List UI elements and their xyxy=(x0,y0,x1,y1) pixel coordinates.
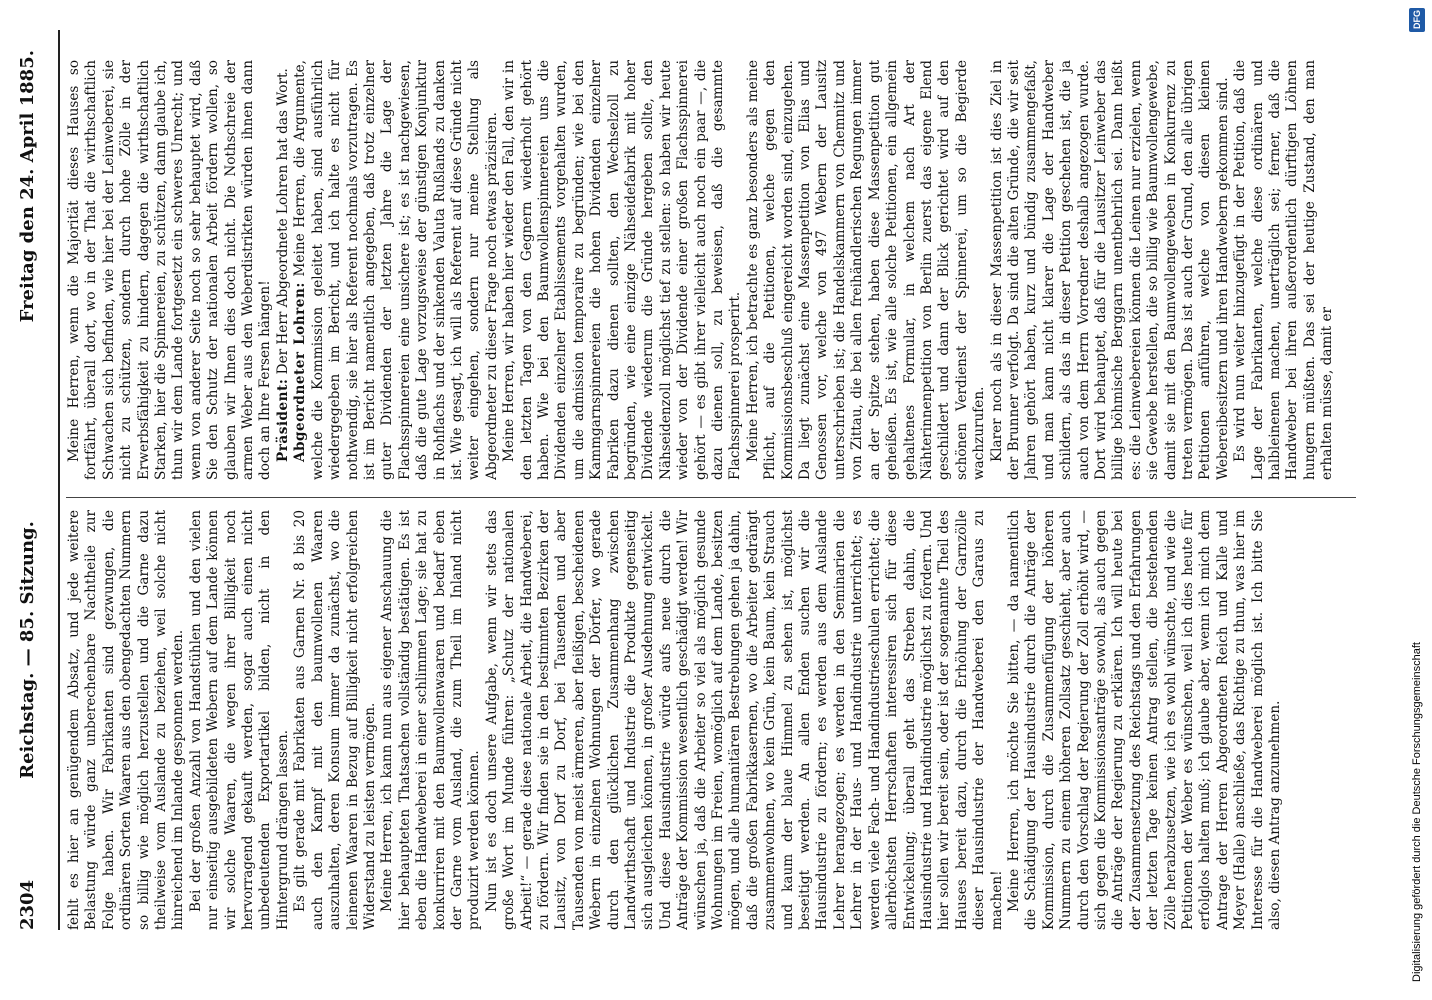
header-rule xyxy=(58,30,60,930)
paragraph: Es gilt gerade mit Fabrikaten aus Garnen Nr. 8 bis 20 auch den Kampf mit den baumwollenen Waaren auszuhalten, deren Konsum immer da zunächst, wo die leinenen Waaren in Bezug auf Billigkeit nicht erfolgreichen Widerstand zu leisten vermögen. xyxy=(292,510,378,930)
page-header xyxy=(0,30,54,930)
president-label: Präsident: xyxy=(274,378,291,462)
speaker-text: Meine Herren, die Argumente, welche die Kommission geleitet haben, sind ausführlich wiedergegeben im Bericht, und ich halte es nicht für nothwendig, sie hier als Referent nochmals vorzutragen. Es ist im Bericht namentlich angegeben, daß trotz einzelner guter Dividenden der letzten Jahre die Lage der Flachsspinnereien eine unsichere ist; es ist nachgewiesen, daß die gute Lage vorzugsweise der günstigen Konjunktur in Rohflachs und der sinkenden Valuta Rußlands zu danken ist. Wie gesagt, ich will als Referent auf diese Gründe nicht weiter eingehen, sondern nur meine Stellung als Abgeordneter zu dieser Frage noch etwas präzisiren. xyxy=(292,60,500,480)
page-number: 2304 xyxy=(16,879,38,930)
session-title: Reichstag. — 85. Sitzung. xyxy=(16,521,38,779)
funding-sidebar xyxy=(1406,0,1428,1000)
paragraph: Nun ist es doch unsere Aufgabe, wenn wir stets das große Wort im Munde führen: „Schutz der nationalen Arbeit!“ — gerade diese nationale Arbeit, die Handweberei, zu fördern. Wir finden sie in den bestimmten Bezirken der Lausitz, von Dorf zu Dorf, bei Tausenden und aber Tausenden von meist ärmeren, aber fleißigen, bescheidenen Webern in einzelnen Wohnungen der Dörfer, wo gerade durch den glücklichen Zusammenhang zwischen Landwirthschaft und Industrie die Produkte gegenseitig sich ausgleichen können, in großer Ausdehnung entwickelt. Und diese Hausindustrie würde aufs neue durch die Anträge der Kommission wesentlich geschädigt werden! Wir wünschen ja, daß die Arbeiter so viel als möglich gesunde Wohnungen im Freien, womöglich auf dem Lande, besitzen mögen, und alle humanitären Bestrebungen gehen ja dahin, daß die großen Fabrikkasernen, wo die Arbeiter gedrängt zusammenwohnen, wo kein Grün, kein Baum, kein Strauch und kaum der blaue Himmel zu sehen ist, möglichst beseitigt werden. An allen Enden suchen wir die Hausindustrie zu fördern; es werden aus dem Auslande Lehrer herangezogen; es werden in den Seminarien die Lehrer in der Haus- und Handindustrie unterrichtet; es werden viele Fach- und Handindustrieschulen errichtet; die allerhöchsten Herrschaften interessiren sich für diese Entwickelung; überall geht das Streben dahin, die Hausindustrie und Handindustrie möglichst zu fördern. Und hier sollen wir bereit sein, oder ist der sogenannte Theil des Hauses bereit dazu, durch die Erhöhung der Garnzölle dieser Hausindustrie der Handweberei den Garaus zu machen! xyxy=(483,510,1005,930)
dfg-logo-text: DFG xyxy=(1412,10,1422,30)
paragraph: Klarer noch als in dieser Massenpetition ist dies Ziel in der Brunner verfolgt. Da sind die alten Gründe, die wir seit Jahren gehört haben, kurz und bündig zusammengefaßt, und man kann nicht klarer die Lage der Handweber schildern, als das in dieser Petition geschehen ist, die ja auch von dem Herrn Vorredner deshalb angezogen wurde. Dort wird behauptet, daß für die Lausitzer Leinweber das billige böhmische Berggarn unentbehrlich sei. Dann heißt es: die Leinwebereien können die Leinen nur erzielen, wenn sie Gewebe herstellen, die so billig wie Baumwollengewebe, damit sie mit den Baumwollengeweben in Konkurrenz zu treten vermögen. Das ist auch der Grund, den alle übrigen Petitionen anführen, welche von diesen kleinen Webereibesitzern und ihren Handwebern gekommen sind. xyxy=(988,60,1231,480)
paragraph: Meine Herren, ich möchte Sie bitten, — da namentlich die Schädigung der Hausindustrie durch die Anträge der Kommission, durch die Zusammenfügung der höheren Nummern zu einem höheren Zollsatz geschieht, aber auch durch den Vorschlag der Regierung der Zoll erhöht wird, — sich gegen die Kommissionsanträge sowohl, als auch gegen die Anträge der Regierung zu erklären. Ich will heute bei der Zusammensetzung des Reichstags und den Erfahrungen der letzten Tage keinen Antrag stellen, die bestehenden Zölle herabzusetzen, wie ich es wohl wünschte, und wie die Petitionen der Weber es wünschen, weil ich dies heute für erfolglos halten muß; ich glaube aber, wenn ich mich dem Antrage der Herren Abgeordneten Reich und Kalle und Meyer (Halle) anschließe, das Richtige zu thun, was hier im Interesse für die Handweberei möglich ist. Ich bitte Sie also, diesen Antrag anzunehmen. xyxy=(1005,510,1284,930)
session-date: Freitag den 24. April 1885. xyxy=(16,50,38,323)
funding-notice: Digitalisierung gefördert durch die Deutsche Forschungsgemeinschaft xyxy=(1411,642,1423,982)
column-divider xyxy=(66,497,1356,498)
right-column xyxy=(66,60,1356,480)
president-text: Der Herr Abgeordnete Lohren hat das Wort. xyxy=(274,68,291,375)
president-remark xyxy=(275,60,292,480)
speaker-label: Abgeordneter Lohren: xyxy=(292,282,309,462)
paragraph: Es wird nun weiter hinzugefügt in der Petition, daß die Lage der Fabrikanten, welche diese ordinären und halbleinenen machen, unerträglich sei; ferner, daß die Handweber bei ihren außerordentlich dürftigen Löhnen hungern müßten. Das sei der heutige Zustand, den man erhalten müsse, damit er xyxy=(1232,60,1336,480)
paragraph: fehlt es hier an genügendem Absatz, und jede weitere Belastung würde ganz unberechenbare Nachtheile zur Folge haben. Wir Fabrikanten sind gezwungen, die ordinären Sorten Waaren aus den obengedachten Nummern so billig wie möglich herzustellen und die Garne dazu theilweise vom Auslande zu beziehen, weil solche nicht hinreichend im Inlande gesponnen werden. xyxy=(66,510,187,930)
paragraph: Meine Herren, ich kann nun aus eigener Anschauung die hier behaupteten Thatsachen vollständig bestätigen. Es ist eben die Handweberei in einer schlimmen Lage; sie hat zu konkurriren mit den Baumwollenwaaren und bedarf eben der Garne vom Ausland, die zum Theil im Inland nicht produzirt werden können. xyxy=(379,510,483,930)
paragraph: Meine Herren, wenn die Majorität dieses Hauses so fortfährt, überall dort, wo in der That die wirthschaftlich Schwachen sich befinden, wie hier bei der Leinweberei, sie nicht zu schützen, sondern durch hohe Zölle in der Erwerbsfähigkeit zu hindern, dagegen die wirthschaftlich Starken, hier die Spinnereien, zu schützen, dann glaube ich, thun wir dem Lande fortgesetzt ein schweres Unrecht; und wenn von anderer Seite noch so sehr behauptet wird, daß Sie den Schutz der nationalen Arbeit fördern wollen, so glauben wir Ihnen dies doch nicht. Die Nothschreie der armen Weber aus den Weberdistrikten würden ihnen dann doch an Ihre Fersen hängen! xyxy=(66,60,274,480)
paragraph: Meine Herren, ich betrachte es ganz besonders als meine Pflicht, auf die Petitionen, welche gegen den Kommissionsbeschluß eingereicht worden sind, einzugehen. Da liegt zunächst eine Massenpetition von Elias und Genossen vor, welche von 497 Webern der Lausitz unterschrieben ist; die Handelskammern von Chemnitz und von Zittau, die bei allen freihändlerischen Regungen immer an der Spitze stehen, haben diese Massenpetition gut geheißen. Es ist, wie alle solche Petitionen, ein allgemein gehaltenes Formular, in welchem nach Art der Nähterinnenpetition von Berlin zuerst das eigene Elend geschildert und dann der Blick gerichtet wird auf den schönen Verdienst der Spinnerei, um so die Begierde wachzurufen. xyxy=(744,60,988,480)
speaker-paragraph xyxy=(292,60,501,480)
paragraph: Bei der großen Anzahl von Handstühlen und den vielen nur einseitig ausgebildeten Webern auf dem Lande können wir solche Waaren, die wegen ihrer Billigkeit noch hervorragend gekauft werden, sogar auch einen nicht unbedeutenden Exportartikel bilden, nicht in den Hintergrund drängen lassen. xyxy=(187,510,291,930)
left-column xyxy=(66,510,1356,930)
paragraph: Meine Herren, wir haben hier wieder den Fall, den wir in den letzten Tagen von den Gegnern wiederholt gehört haben. Wie bei den Baumwollenspinnereien uns die Dividenden einzelner Etablissements vorgehalten wurden, um die admission temporaire zu begründen; wie bei den Kammgarnspinnereien die hohen Dividenden einzelner Fabriken dazu dienen sollten, den Wechselzoll zu begründen, wie eine einzige Nähseidefabrik mit hoher Dividende wiederum die Gründe hergeben sollte, den Nähseidenzoll möglichst tief zu stellen: so haben wir heute wieder von der Dividende einer großen Flachsspinnerei gehört — es gibt ihrer vielleicht auch noch ein paar —, die dazu dienen soll, zu beweisen, daß die gesammte Flachsspinnerei prosperirt. xyxy=(501,60,744,480)
